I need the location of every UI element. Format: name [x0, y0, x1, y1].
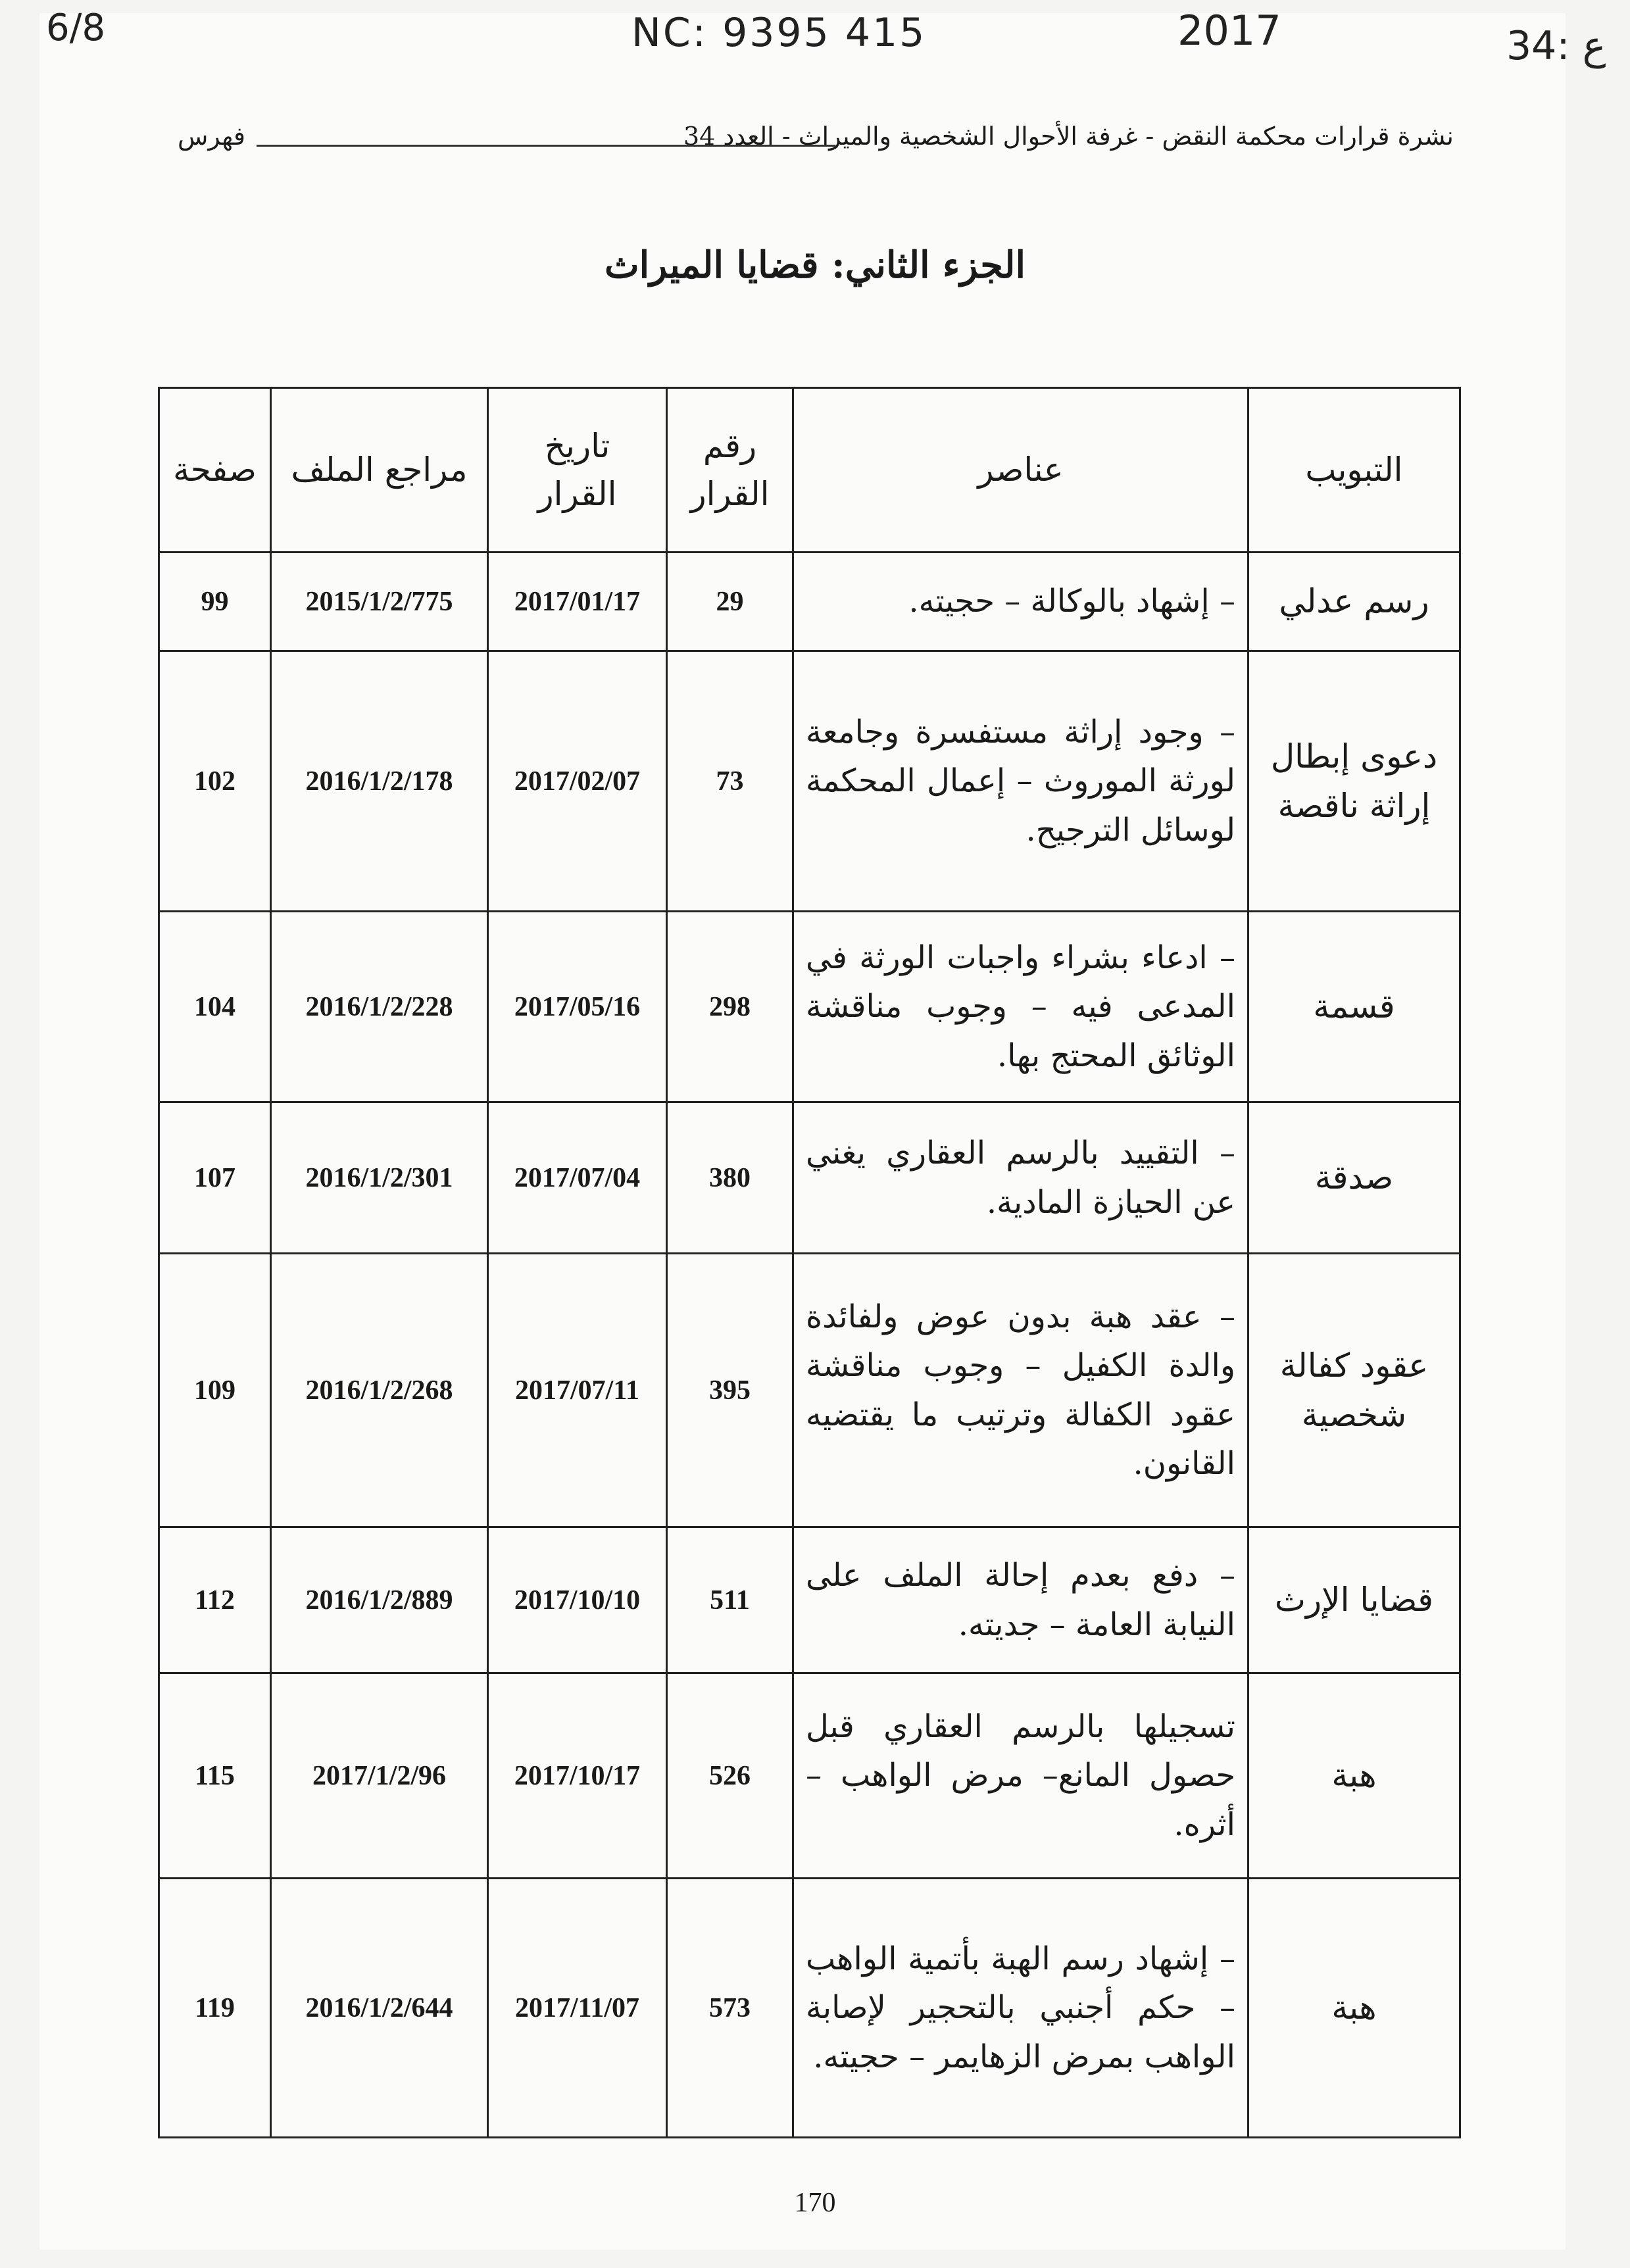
table-row	[159, 912, 1460, 1102]
cell-decision-date: 2017/02/07	[488, 651, 667, 912]
cell-page: 99	[159, 553, 271, 651]
cell-elements: – إشهاد رسم الهبة بأتمية الواهب – حكم أجنبي بالتحجير لإصابة الواهب بمرض الزهايمر – حجيته.	[793, 1879, 1248, 2138]
cell-decision-date: 2017/11/07	[488, 1879, 667, 2138]
cell-elements: – دفع بعدم إحالة الملف على النيابة العامة – جديته.	[793, 1527, 1248, 1673]
table-row	[159, 1673, 1460, 1879]
cell-decision-number: 73	[667, 651, 793, 912]
header-rule	[257, 145, 835, 147]
page-number: 170	[794, 2188, 836, 2218]
cell-file-reference: 2016/1/2/268	[271, 1254, 488, 1527]
cell-elements: – وجود إراثة مستفسرة وجامعة لورثة الموروث – إعمال المحكمة لوسائل الترجيح.	[793, 651, 1248, 912]
cell-page: 115	[159, 1673, 271, 1879]
cell-classification: رسم عدلي	[1248, 553, 1460, 651]
cell-decision-number: 380	[667, 1102, 793, 1254]
cell-classification: قضايا الإرث	[1248, 1527, 1460, 1673]
cell-elements: – إشهاد بالوكالة – حجيته.	[793, 553, 1248, 651]
table-row	[159, 1102, 1460, 1254]
cell-page: 104	[159, 912, 271, 1102]
cell-elements: تسجيلها بالرسم العقاري قبل حصول المانع– مرض الواهب – أثره.	[793, 1673, 1248, 1879]
header-file-reference: مراجع الملف	[271, 388, 488, 553]
cell-file-reference: 2016/1/2/644	[271, 1879, 488, 2138]
cell-elements: – ادعاء بشراء واجبات الورثة في المدعى فيه – وجوب مناقشة الوثائق المحتج بها.	[793, 912, 1248, 1102]
header-classification: التبويب	[1248, 388, 1460, 553]
cell-decision-number: 395	[667, 1254, 793, 1527]
cell-elements: – التقييد بالرسم العقاري يغني عن الحيازة المادية.	[793, 1102, 1248, 1254]
cell-classification: صدقة	[1248, 1102, 1460, 1254]
cell-page: 107	[159, 1102, 271, 1254]
cell-classification: هبة	[1248, 1673, 1460, 1879]
section-title: الجزء الثاني: قضايا الميراث	[604, 243, 1026, 287]
table-row	[159, 651, 1460, 912]
cell-page: 119	[159, 1879, 271, 2138]
cell-file-reference: 2015/1/2/775	[271, 553, 488, 651]
cell-file-reference: 2016/1/2/178	[271, 651, 488, 912]
cell-decision-number: 29	[667, 553, 793, 651]
header-decision-date: تاريخ القرار	[488, 388, 667, 553]
header-page: صفحة	[159, 388, 271, 553]
handwritten-note-top-left: 6/8	[46, 7, 106, 49]
table-row	[159, 553, 1460, 651]
running-header-title: نشرة قرارات محكمة النقض - غرفة الأحوال الشخصية والميراث - العدد 34	[683, 122, 1454, 151]
handwritten-nc-number: NC: 9395 415	[631, 10, 927, 56]
cell-page: 102	[159, 651, 271, 912]
decisions-table	[158, 387, 1461, 2138]
cell-file-reference: 2016/1/2/889	[271, 1527, 488, 1673]
handwritten-note-top-right: 34: ع	[1506, 23, 1606, 69]
cell-elements: – عقد هبة بدون عوض ولفائدة والدة الكفيل – وجوب مناقشة عقود الكفالة وترتيب ما يقتضيه القانون.	[793, 1254, 1248, 1527]
cell-decision-date: 2017/05/16	[488, 912, 667, 1102]
table-header-row	[159, 388, 1460, 553]
cell-decision-number: 298	[667, 912, 793, 1102]
header-elements: عناصر	[793, 388, 1248, 553]
cell-decision-date: 2017/10/10	[488, 1527, 667, 1673]
table-row	[159, 1527, 1460, 1673]
cell-classification: قسمة	[1248, 912, 1460, 1102]
handwritten-year: 2017	[1177, 7, 1281, 55]
cell-classification: دعوى إبطال إراثة ناقصة	[1248, 651, 1460, 912]
cell-page: 109	[159, 1254, 271, 1527]
cell-file-reference: 2016/1/2/228	[271, 912, 488, 1102]
cell-file-reference: 2017/1/2/96	[271, 1673, 488, 1879]
cell-file-reference: 2016/1/2/301	[271, 1102, 488, 1254]
index-label: فهرس	[178, 122, 246, 151]
cell-decision-number: 573	[667, 1879, 793, 2138]
cell-classification: عقود كفالة شخصية	[1248, 1254, 1460, 1527]
cell-decision-date: 2017/01/17	[488, 553, 667, 651]
cell-decision-date: 2017/07/04	[488, 1102, 667, 1254]
cell-page: 112	[159, 1527, 271, 1673]
running-header	[178, 115, 1454, 168]
table-row	[159, 1879, 1460, 2138]
cell-decision-date: 2017/10/17	[488, 1673, 667, 1879]
cell-decision-date: 2017/07/11	[488, 1254, 667, 1527]
cell-decision-number: 511	[667, 1527, 793, 1673]
cell-classification: هبة	[1248, 1879, 1460, 2138]
table-row	[159, 1254, 1460, 1527]
header-decision-number: رقم القرار	[667, 388, 793, 553]
cell-decision-number: 526	[667, 1673, 793, 1879]
